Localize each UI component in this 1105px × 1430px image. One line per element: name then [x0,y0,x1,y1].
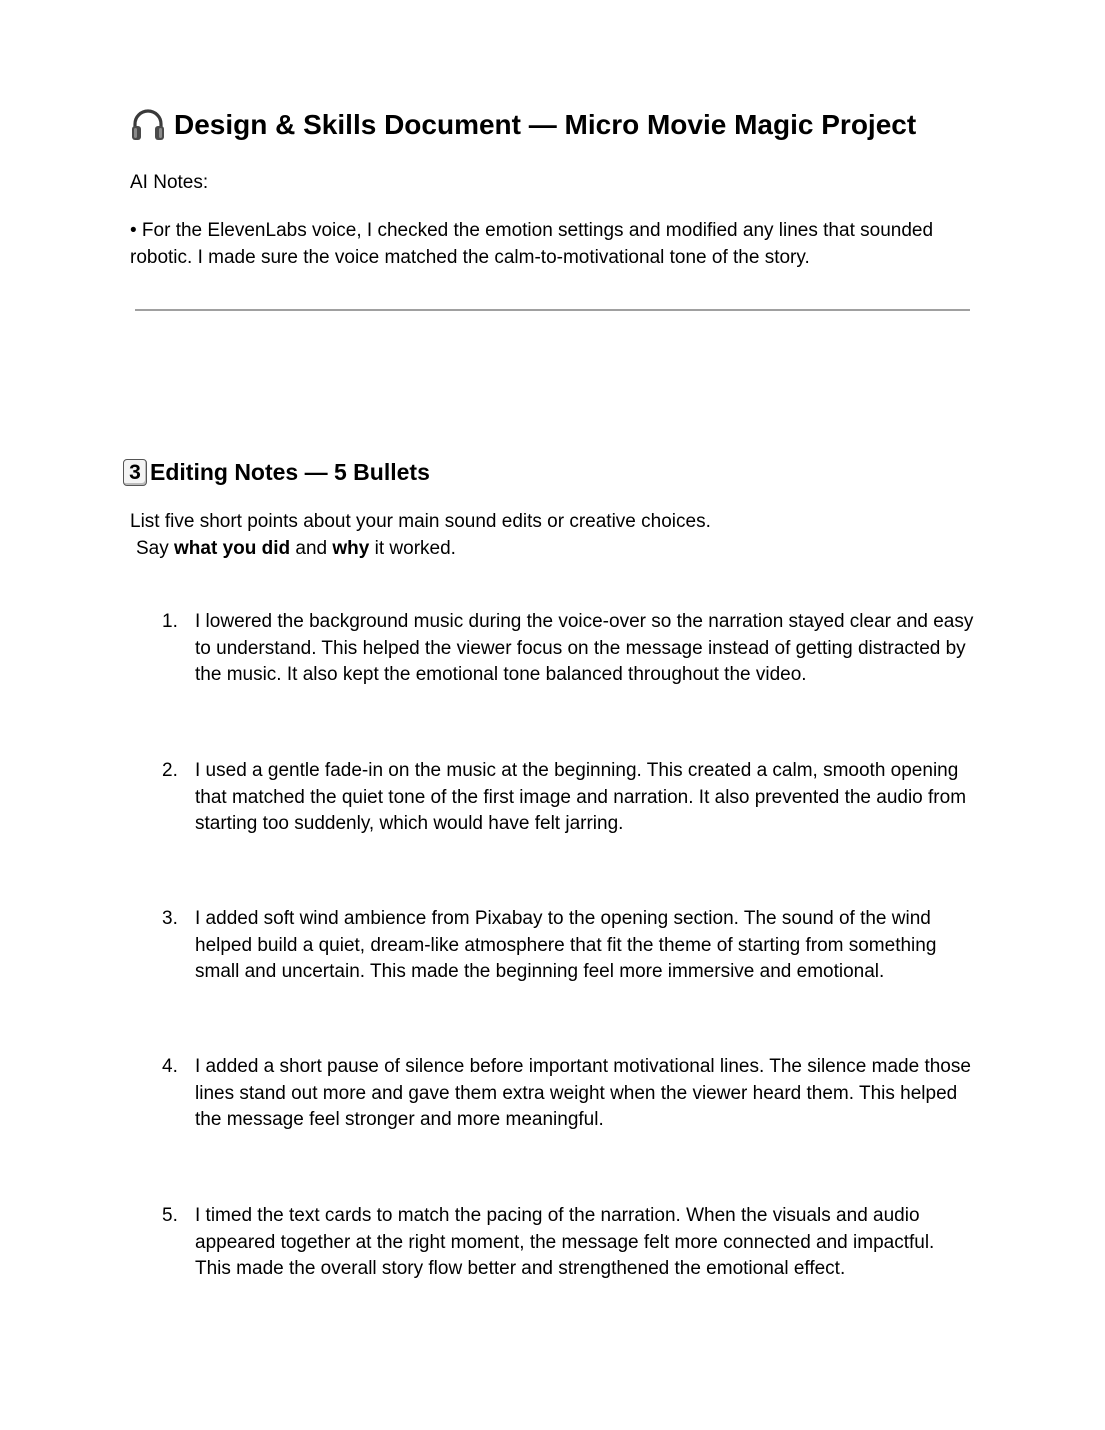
instruction-end: it worked. [369,537,456,559]
instruction-line-2 [130,536,711,563]
instruction-line-1: List five short points about your main sound edits or creative choices. [130,511,711,532]
list-item-text: I used a gentle fade-in on the music at the beginning. This created a calm, smooth opening that matched the quiet tone of the first image and narration. It also prevented the audio from starting too suddenly, which would have felt jarring. [195,760,967,834]
list-item-text: I added a short pause of silence before important motivational lines. The silence made those lines stand out more and gave them extra weight when the viewer heard them. This helped the message feel stronger and more meaningful. [195,1056,971,1130]
instruction-bold-what: what you did [174,537,291,559]
list-item-number: 2. [162,760,178,781]
page-title [130,106,916,144]
section-heading-text: Editing Notes — 5 Bullets [150,459,430,485]
list-item [130,609,975,689]
list-item-number: 3. [162,908,178,929]
list-item [130,1203,975,1283]
instruction-say: Say [136,537,175,559]
instructions [130,509,711,562]
horizontal-divider [135,309,970,311]
ai-notes-label: AI Notes: [130,172,209,193]
list-item [130,758,975,838]
keycap-3-icon: 3 [123,459,147,486]
list-item [130,906,975,986]
list-item-number: 5. [162,1205,178,1226]
list-item-text: I added soft wind ambience from Pixabay to the opening section. The sound of the wind helped build a quiet, dream-like atmosphere that fit the theme of starting from something small and uncertain. This made the beginning feel more immersive and emotional. [195,908,937,982]
list-item-text: I lowered the background music during the voice-over so the narration stayed clear and easy to understand. This helped the viewer focus on the message instead of getting distracted by the music. It also kept the emotional tone balanced throughout the video. [195,611,974,685]
instruction-and: and [290,537,333,559]
list-item-number: 4. [162,1056,178,1077]
list-item [130,1054,975,1134]
list-item-number: 1. [162,611,178,632]
list-item-text: I timed the text cards to match the pacing of the narration. When the visuals and audio appeared together at the right moment, the message felt more connected and impactful. This made the overall story flow better and strengthened the emotional effect. [195,1205,935,1279]
headphones-icon [130,108,166,142]
ai-note-text: • For the ElevenLabs voice, I checked the emotion settings and modified any lines that sounded robotic. I made sure the voice matched the calm-to-motivational tone of the story. [130,220,934,268]
section-heading [123,457,430,487]
page-title-text: Design & Skills Document — Micro Movie Magic Project [174,109,917,140]
instruction-bold-why: why [332,537,370,559]
